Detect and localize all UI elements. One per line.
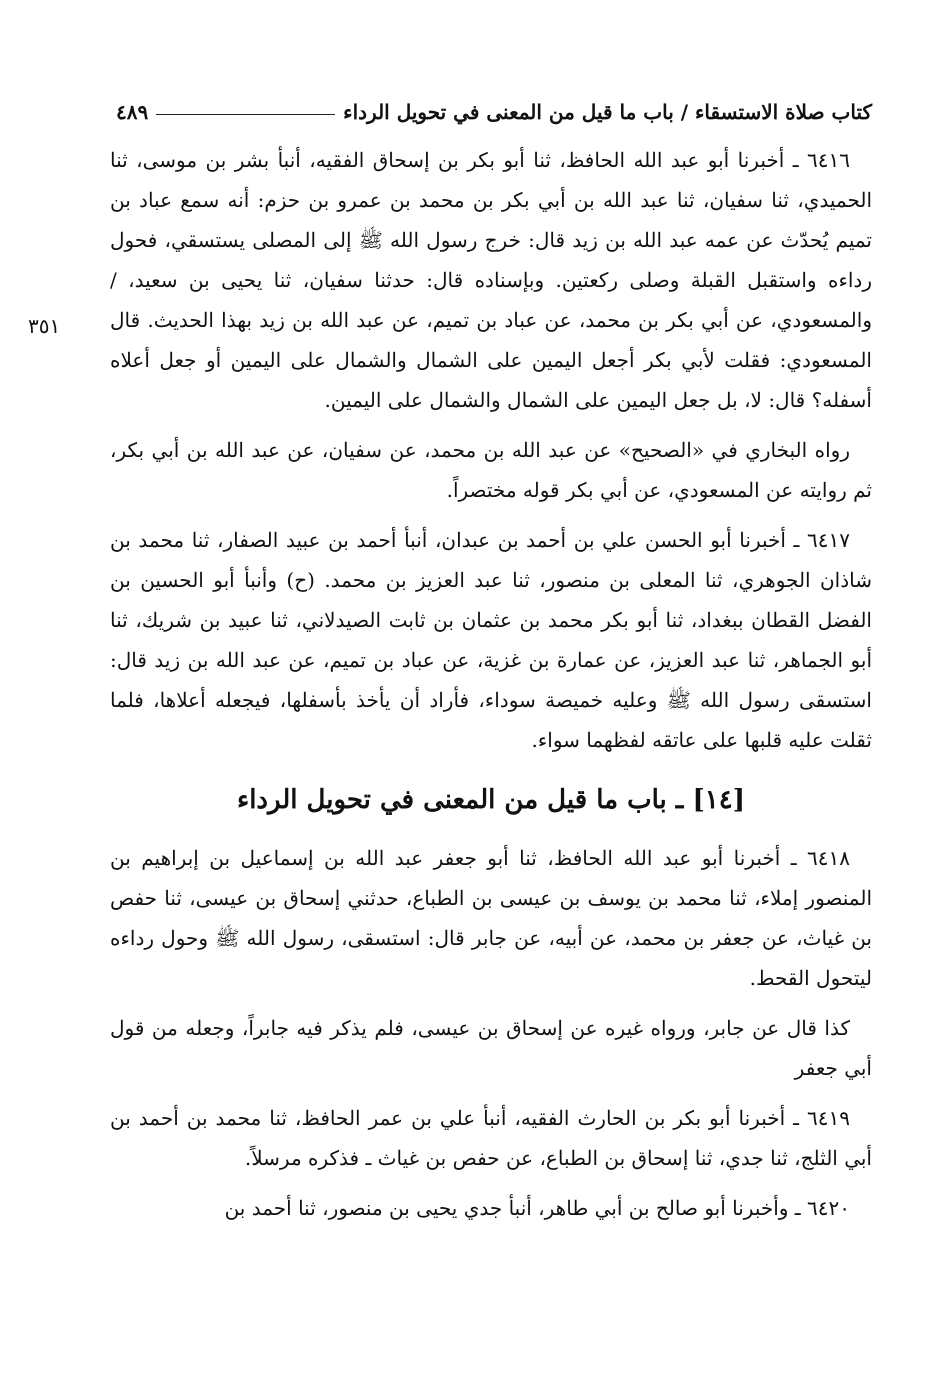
page-number: ٤٨٩: [116, 100, 149, 124]
hadith-6419: ٦٤١٩ ـ أخبرنا أبو بكر بن الحارث الفقيه، أنبأ علي بن عمر الحافظ، ثنا محمد بن أحمد بن أبي الثلج، ثنا جدي، ثنا إسحاق بن الطباع، عن حفص بن غياث ـ فذكره مرسلاً.: [110, 1106, 872, 1170]
hadith-6416: ٦٤١٦ ـ أخبرنا أبو عبد الله الحافظ، ثنا أبو بكر بن إسحاق الفقيه، أنبأ بشر بن موسى، ثنا الحميدي، ثنا سفيان، ثنا عبد الله بن أبي بكر بن محمد بن عمرو بن حزم: أنه سمع عباد بن تميم يُحدّث عن عمه عبد الله بن زيد قال: خرج رسول الله ﷺ إلى المصلى يستسقي، فحول رداءه واستقبل القبلة وصلى ركعتين. وبإسناده قال: حدثنا سفيان، ثنا يحيى بن سعيد، / والمسعودي، عن أبي بكر بن محمد، عن عباد بن تميم، عن عبد الله بن زيد بهذا الحديث. قال المسعودي: فقلت لأبي بكر أجعل اليمين على الشمال والشمال على اليمين أو جعل أعلاه أسفله؟ قال: لا، بل جعل اليمين على الشمال والشمال على اليمين.: [110, 148, 872, 412]
hadith-6418: ٦٤١٨ ـ أخبرنا أبو عبد الله الحافظ، ثنا أبو جعفر عبد الله بن إسماعيل بن إبراهيم بن المنصور إملاء، ثنا محمد بن يوسف بن عيسى بن الطباع، حدثني إسحاق بن عيسى، ثنا حفص بن غياث، عن جعفر بن محمد، عن أبيه، عن جابر قال: استسقى، رسول الله ﷺ وحول رداءه ليتحول القحط.: [110, 846, 872, 990]
commentary-6418: كذا قال عن جابر، ورواه غيره عن إسحاق بن عيسى، فلم يذكر فيه جابراً، وجعله من قول أبي جعفر: [110, 1016, 872, 1080]
margin-page-reference: ٣٥١: [28, 314, 61, 338]
section-heading: [١٤] ـ باب ما قيل من المعنى في تحويل الرداء: [236, 785, 746, 815]
header-rule: [156, 114, 335, 115]
hadith-6420: ٦٤٢٠ ـ وأخبرنا أبو صالح بن أبي طاهر، أنبأ جدي يحيى بن منصور، ثنا أحمد بن: [224, 1196, 850, 1220]
running-header-title: كتاب صلاة الاستسقاء / باب ما قيل من المعنى في تحويل الرداء: [343, 100, 872, 124]
hadith-6417: ٦٤١٧ ـ أخبرنا أبو الحسن علي بن أحمد بن عبدان، أنبأ أحمد بن عبيد الصفار، ثنا محمد بن شاذان الجوهري، ثنا المعلى بن منصور، ثنا عبد العزيز بن محمد. (ح) وأنبأ أبو الحسين بن الفضل القطان ببغداد، ثنا أبو بكر محمد بن عثمان بن ثابت الصيدلاني، ثنا عبيد بن شريك، ثنا أبو الجماهر، ثنا عبد العزيز، عن عمارة بن غزية، عن عباد بن تميم، عن عبد الله بن زيد قال: استسقى رسول الله ﷺ وعليه خميصة سوداء، فأراد أن يأخذ بأسفلها، فيجعله أعلاها، فلما ثقلت عليه قلبها على عاتقه لفظهما سواء.: [110, 528, 872, 752]
running-header: [116, 88, 872, 124]
page-body: [110, 140, 872, 1238]
commentary-6416: رواه البخاري في «الصحيح» عن عبد الله بن محمد، عن سفيان، عن عبد الله بن أبي بكر، ثم روايته عن المسعودي، عن أبي بكر قوله مختصراً.: [110, 438, 872, 502]
